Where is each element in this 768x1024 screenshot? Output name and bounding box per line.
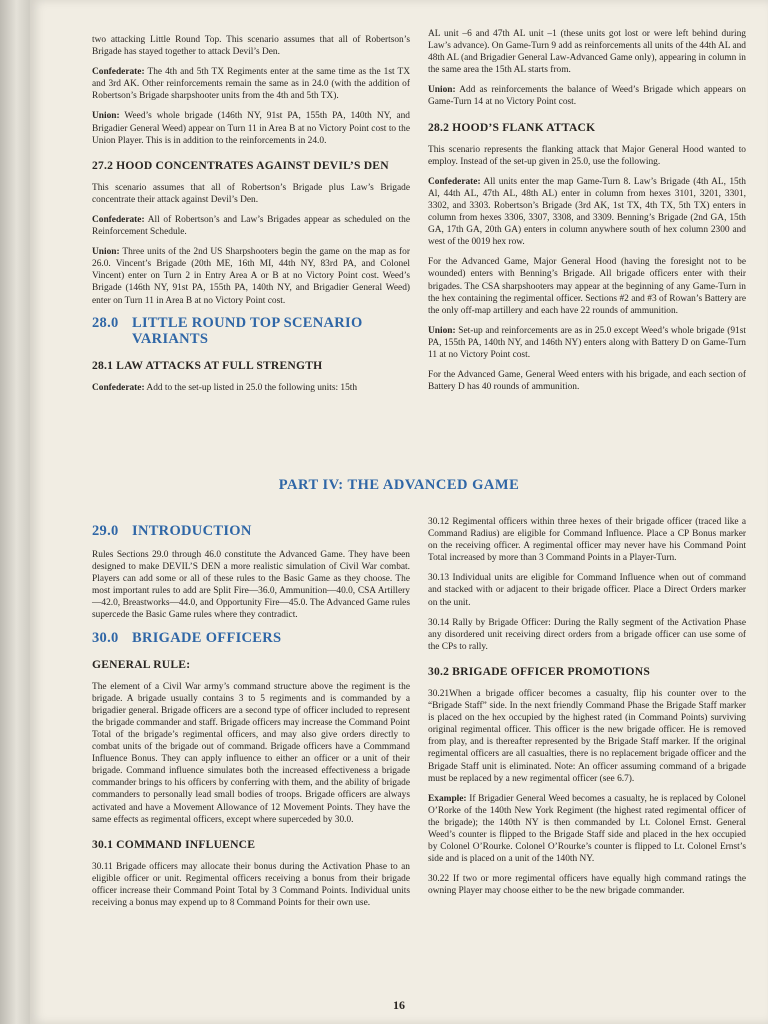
side-label: Union: bbox=[428, 85, 456, 96]
paragraph bbox=[92, 214, 410, 238]
section-heading-30-1: 30.1 COMMAND INFLUENCE bbox=[92, 837, 256, 851]
rulebook-page bbox=[30, 0, 768, 1024]
top-left-column bbox=[92, 34, 410, 402]
paragraph bbox=[92, 110, 410, 146]
bottom-left-column bbox=[92, 515, 410, 917]
paragraph: 30.11 Brigade officers may allocate their bonus during the Activation Phase to an eligible officer or unit. Regimental officers receiving a bonus from their brigade officer increase their Command Point Total by 3 Command Points. Individual units receiving a bonus may expend up to 8 Command Points for their own use. bbox=[92, 861, 410, 908]
paragraph: 30.14 Rally by Brigade Officer: During the Rally segment of the Activation Phase any disordered unit receiving direct orders from a brigade officer can use some of the CPs to rally. bbox=[428, 617, 746, 652]
section-heading-28-1: 28.1 LAW ATTACKS AT FULL STRENGTH bbox=[92, 358, 323, 372]
paragraph bbox=[428, 84, 746, 108]
paragraph-text: All of Robertson’s and Law’s Brigades appear as scheduled on the Reinforcement Schedule. bbox=[92, 214, 410, 238]
paragraph: The element of a Civil War army’s command structure above the regiment is the brigade. A brigade usually contains 3 to 5 regiments and is commanded by a brigadier general. Brigade officers are a second type of officer included to represent the brigade commander and staff. Brigade officers may increase the Command Point Total of the brigade’s regimental officers, and may also give orders directly to combat units of the brigade out of command. Brigade officers have a Commmand Influence Bonus. They can apply influence to either an officer or a unit of their brigade. Command influence simulates both the increased effectiveness a brigade commander brings to his officers by conferring with them, and the ability of brigade commanders to personally lead small bodies of troops. Brigade officers are always activated and have a Movement Allowance of 12 Movement Points. They have the same effects as regimental officers, except where superceded by 30.0. bbox=[92, 681, 410, 825]
section-heading-28-0 bbox=[92, 315, 410, 347]
paragraph-text: Set-up and reinforcements are as in 25.0 except Weed’s whole brigade (91st PA, 155th PA, 140th NY, and 146th NY) enters along with Battery D on Game-Turn 11 at no Victory Point cost. bbox=[428, 325, 746, 360]
side-label: Union: bbox=[428, 325, 456, 336]
section-title: BRIGADE OFFICERS bbox=[132, 629, 282, 646]
paragraph-text: Weed’s whole brigade (146th NY, 91st PA, 155th PA, 140th NY, and Brigadier General Weed) appear on Turn 11 in Area B at no Victory Point cost to the Union Player. This is in addition to the reinforcements in 24.0. bbox=[92, 111, 410, 146]
side-label: Confederate: bbox=[428, 176, 481, 187]
section-heading-28-2: 28.2 HOOD’S FLANK ATTACK bbox=[428, 120, 596, 134]
paragraph: For the Advanced Game, General Weed enters with his brigade, and each section of Battery D has 40 rounds of ammunition. bbox=[428, 370, 746, 393]
paragraph bbox=[428, 176, 746, 249]
paragraph bbox=[428, 793, 746, 866]
page-number: 16 bbox=[393, 998, 405, 1012]
general-rule-heading: GENERAL RULE: bbox=[92, 657, 191, 671]
top-right-column bbox=[428, 28, 746, 401]
section-number: 30.0 bbox=[92, 629, 119, 646]
paragraph bbox=[92, 66, 410, 102]
bottom-right-column bbox=[428, 516, 746, 905]
paragraph: This scenario represents the flanking attack that Major General Hood wanted to employ. Instead of the set-up given in 25.0, use the following. bbox=[428, 144, 746, 167]
paragraph: This scenario assumes that all of Robertson’s Brigade plus Law’s Brigade concentrate their attack against Devil’s Den. bbox=[92, 182, 410, 205]
paragraph-text: All units enter the map Game-Turn 8. Law’s Brigade (4th AL, 15th Al, 44th AL, 47th AL, 48th AL) enter in column from hexes 3101, 3201, 3301, 3302, and 3303. Robertson’s Brigade (3rd AK, 1st TX, 4th TX, 5th TX) enters in column from hexes 3306, 3307, 3308, and 3309. Benning’s Brigade (2nd GA, 15th GA, 17th GA, 20th GA) enters in column anywhere south of hex column 2300 and west of the 0019 hex row. bbox=[428, 176, 746, 248]
paragraph bbox=[92, 382, 410, 394]
section-title-cont: VARIANTS bbox=[132, 330, 209, 347]
paragraph: AL unit –6 and 47th AL unit –1 (these units got lost or were left behind during Law’s advance). On Game-Turn 9 add as reinforcements all units of the 44th AL and 48th AL (and Brigadier General Law-Advanced Game only), appearing in column in the same area the 15th AL starts from. bbox=[428, 29, 746, 76]
side-label: Confederate: bbox=[92, 67, 145, 78]
side-label: Union: bbox=[92, 111, 120, 122]
paragraph-text: Three units of the 2nd US Sharpshooters begin the game on the map as for 26.0. Vincent’s Brigade (20th ME, 16th MI, 44th NY, 83rd PA, and Colonel Vincent) enter on Turn 2 in Entry Area A or B at no Victory Point cost. Weed’s Brigade (146th NY, 91st PA, 155th PA, 140th NY, and Brigadier General Weed) enter on Turn 11 in Area B at no Victory Point cost. bbox=[92, 247, 410, 306]
section-heading-27-2: 27.2 HOOD CONCENTRATES AGAINST DEVIL’S DEN bbox=[92, 158, 389, 172]
section-heading-29-0 bbox=[92, 523, 410, 539]
side-label: Union: bbox=[92, 247, 120, 258]
section-heading-30-2: 30.2 BRIGADE OFFICER PROMOTIONS bbox=[428, 664, 650, 678]
section-title: LITTLE ROUND TOP SCENARIO bbox=[132, 314, 363, 331]
paragraph: 30.22 If two or more regimental officers have equally high command ratings the owning Player may choose either to be the new brigade commander. bbox=[428, 874, 746, 897]
section-number: 28.0 bbox=[92, 314, 119, 331]
paragraph-text: If Brigadier General Weed becomes a casualty, he is replaced by Colonel O’Rorke of the 140th New York Regiment (the highest rated regimental officer of the brigade); the 140th NY is then commanded by Lt. Colonel Ernst. General Weed’s counter is flipped to the Brigade Staff side and placed in the hex occupied by Colonel O’Rourke. Colonel O’Rourke’s counter is flipped to Lt. Colonel Ernst’s side and is placed on a unit of the 140th NY. bbox=[428, 793, 746, 865]
paragraph: 30.13 Individual units are eligible for Command Influence when out of command and stacked with or adjacent to their brigade officer. Place a Direct Orders marker on the unit. bbox=[428, 573, 746, 608]
side-label: Confederate: bbox=[92, 382, 145, 393]
side-label: Confederate: bbox=[92, 214, 145, 225]
paragraph: two attacking Little Round Top. This scenario assumes that all of Robertson’s Brigade has stayed together to attack Devil’s Den. bbox=[92, 35, 410, 58]
paragraph: Rules Sections 29.0 through 46.0 constitute the Advanced Game. They have been designed to make DEVIL’S DEN a more realistic simulation of Civil War combat. Players can add some or all of these rules to the Basic Game as they choose. The most important rules to add are Split Fire—36.0, Ammunition—40.0, CSA Artillery—42.0, Breastworks—44.0, and Opportunity Fire—45.0. The Advanced Game rules supercede the Basic Game rules where they contradict. bbox=[92, 550, 410, 621]
book-binding bbox=[0, 0, 30, 1024]
paragraph: 30.12 Regimental officers within three hexes of their brigade officer (traced like a Command Radius) are eligible for Command Influence. Place a CP Bonus marker on the receiving officer. A regimental officer may never have his Command Point Total increased by more than 3 Command Points in a Player-Turn. bbox=[428, 517, 746, 564]
paragraph: For the Advanced Game, Major General Hood (having the foresight not to be wounded) enters with Benning’s Brigade. All brigade officers enter with their brigades. The CSA sharpshooters may appear at the beginning of any Game-Turn in the hex containing the regimental officer. Sections #2 and #3 of Rowan’s Battery are the only off-map artillery and each have 22 rounds of ammunition. bbox=[428, 257, 746, 316]
section-title: INTRODUCTION bbox=[132, 523, 252, 539]
section-number: 29.0 bbox=[92, 523, 119, 539]
section-heading-30-0 bbox=[92, 630, 410, 646]
paragraph-text: Add as reinforcements the balance of Weed’s Brigade which appears on Game-Turn 14 at no Victory Point cost. bbox=[428, 85, 746, 108]
paragraph bbox=[428, 325, 746, 361]
side-label: Example: bbox=[428, 793, 467, 804]
paragraph bbox=[92, 246, 410, 306]
paragraph: 30.21When a brigade officer becomes a casualty, flip his counter over to the “Brigade Staff” side. In the next friendly Command Phase the Brigade Staff marker is placed on the hex occupied by the highest rated (in Command Points) surviving original regimental officer. This officer is the new brigade officer. He is removed from play, and is thereafter represented by the Brigade Staff marker. If the original regimental officers are all casualties, there is no replacement brigade officer and the Brigade Staff unit is eliminated. Note: An officer assuming command of a brigade must be replaced by a new regimental officer (see 6.7). bbox=[428, 688, 746, 784]
paragraph-text: Add to the set-up listed in 25.0 the following units: 15th bbox=[144, 382, 358, 393]
paragraph-text: The 4th and 5th TX Regiments enter at the same time as the 1st TX and 3rd AK. Other reinforcements remain the same as in 24.0 (with the addition of Robertson’s Brigade sharpshooter units from the 4th and 5th TX). bbox=[92, 67, 410, 102]
part-title: PART IV: THE ADVANCED GAME bbox=[278, 477, 520, 493]
